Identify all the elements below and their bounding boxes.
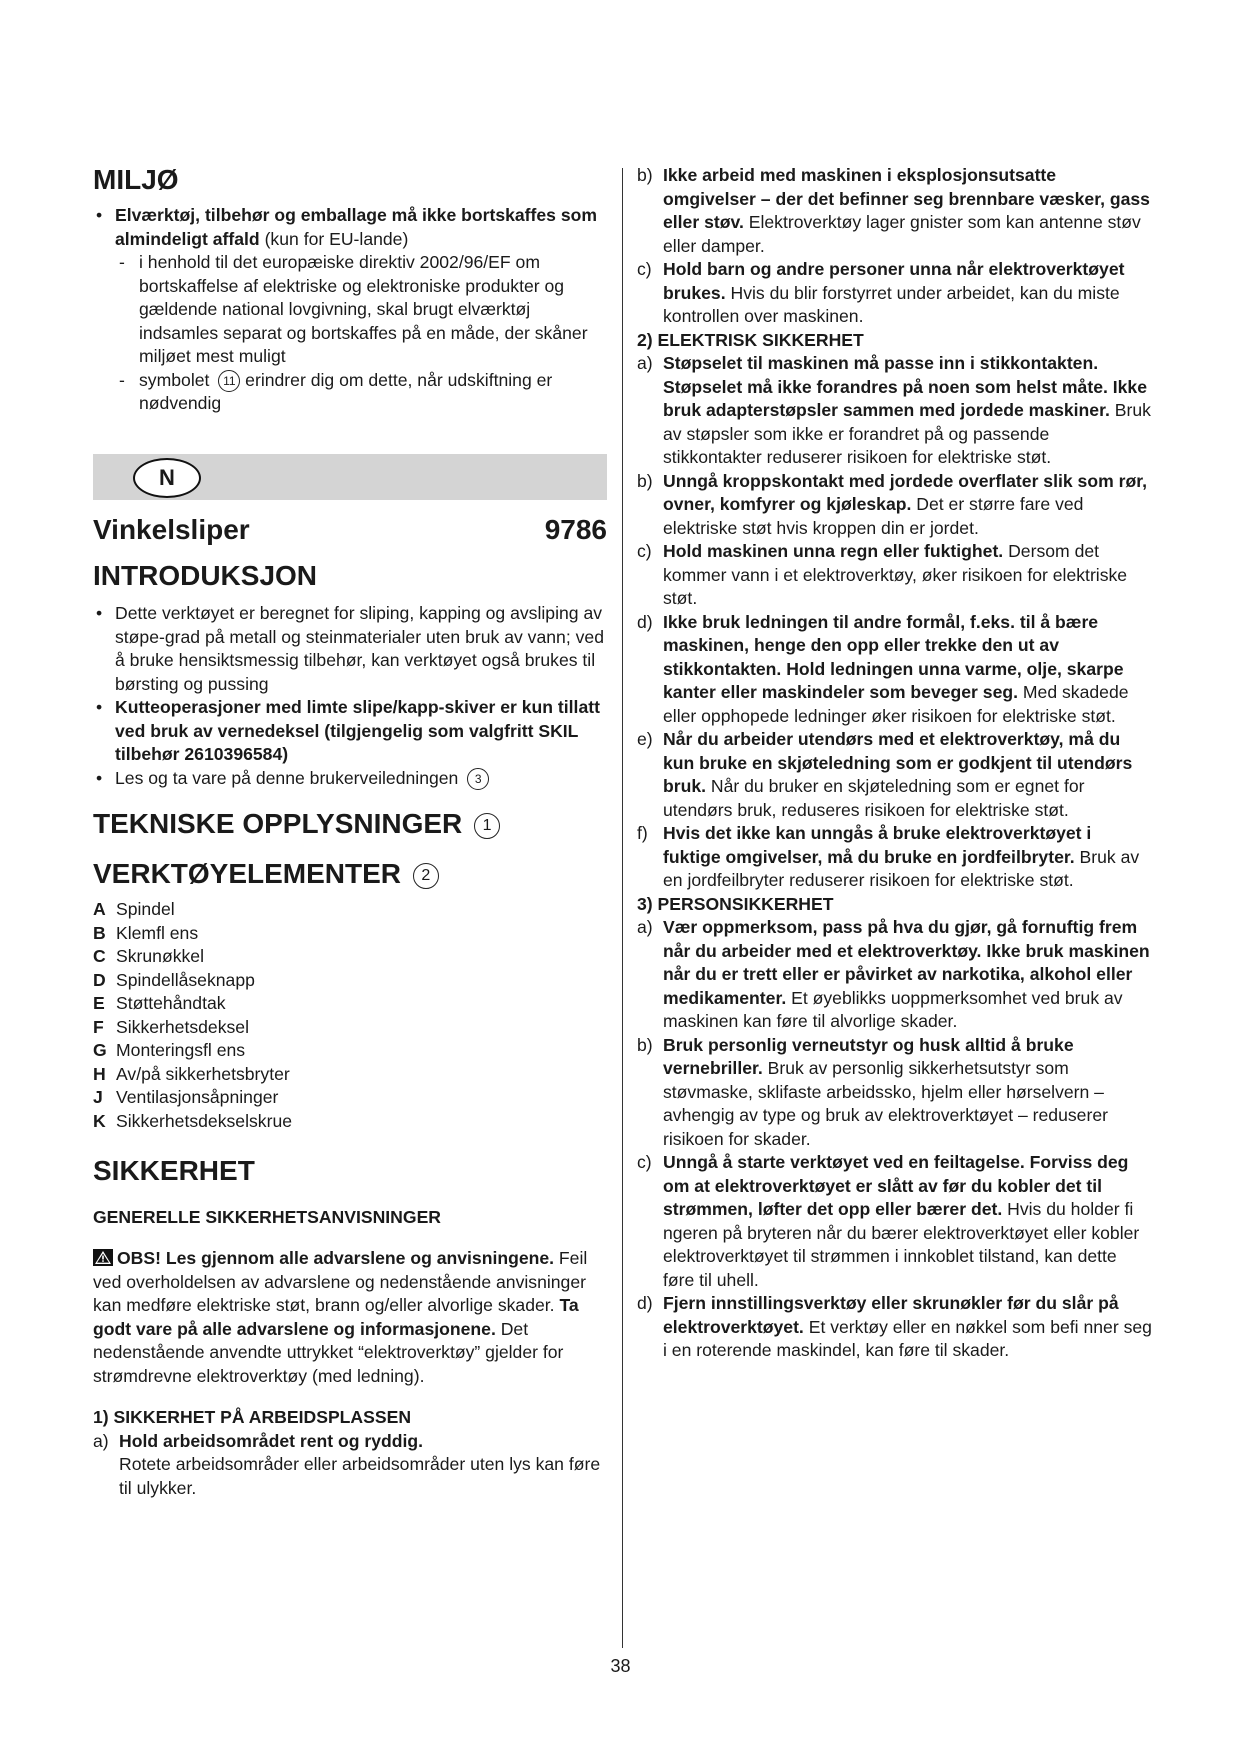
- section-heading: 3) PERSONSIKKERHET: [637, 893, 834, 914]
- safety-item: f) Hvis det ikke kan unngås å bruke elektroverktøyet i fuktige omgivelser, må du bruke en jordfeilbryter. Bruk av en jordfeilbryter reduserer risikoen for elektriske støt.: [637, 823, 1140, 890]
- list-item: G Monteringsfl ens: [93, 1040, 246, 1061]
- intro-title: INTRODUKSJON: [93, 559, 318, 591]
- safety-item: b) Ikke arbeid med maskinen i eksplosjonsutsatte omgivelser – der det befinner seg brennbare væsker, gass eller støv. Elektroverktøy lager gnister som kan antenne støv eller damper.: [637, 165, 1150, 256]
- safety-item: c) Hold maskinen unna regn eller fuktighet. Dersom det kommer vann i et elektroverktøy, øker risikoen for elektriske støt.: [637, 541, 1128, 608]
- intro-bullet-3: • Les og ta vare på denne brukerveiledningen 3: [93, 767, 607, 791]
- safety-item: b) Unngå kroppskontakt med jordede overflater slik som rør, ovner, komfyrer og kjøleskap. Det er større fare ved elektriske støt hvis kroppen din er jordet.: [637, 470, 1147, 538]
- section-1a: a) Hold arbeidsområdet rent og ryddig. Rotete arbeidsområder eller arbeidsområder uten lys kan føre til ulykker.: [93, 1430, 601, 1498]
- warning-paragraph: OBS! Les gjennom alle advarslene og anvisningene. Feil ved overholdelsen av advarslene og nedenstående anvisninger kan medføre elektriske støt, brann og/eller alvorlige skader. Ta godt vare på alle advarslene og informasjonene. Det nedenstående anvendte uttrykket “elektroverktøy” gjelder for strømdrevne elektroverktøy (med ledning).: [93, 1248, 588, 1386]
- list-item: F Sikkerhetsdeksel: [93, 1016, 249, 1037]
- product-header: [93, 514, 607, 546]
- list-item: C Skrunøkkel: [93, 946, 204, 967]
- section-heading: 2) ELEKTRISK SIKKERHET: [637, 329, 864, 350]
- safety-title: SIKKERHET: [93, 1155, 255, 1187]
- elements-title: VERKTØYELEMENTER 2: [93, 858, 607, 890]
- column-divider: [622, 168, 623, 1648]
- safety-item: e) Når du arbeider utendørs med et elektroverktøy, må du kun bruke en skjøteledning som er godkjent til utendørs bruk. Når du bruker en skjøteledning som er egnet for utendørs bruk, reduseres risikoen for elektriske støt.: [637, 729, 1133, 820]
- list-item: K Sikkerhetsdekselskrue: [93, 1110, 293, 1131]
- safety-item: c) Hold barn og andre personer unna når elektroverktøyet brukes. Hvis du blir forstyrret under arbeidet, kan du miste kontrollen over maskinen.: [637, 259, 1125, 326]
- page-number: 38: [610, 1656, 631, 1676]
- list-item: J Ventilasjonsåpninger: [93, 1087, 279, 1108]
- safety-item: b) Bruk personlig verneutstyr og husk alltid å bruke vernebriller. Bruk av personlig sikkerhetsutstyr som støvmaske, sklifaste arbeidssko, hjelm eller hørselvern – avhengig av type og bruk av elektroverktøyet – reduserer risikoen for skader.: [637, 1034, 1108, 1149]
- right-column: [637, 164, 1152, 1363]
- miljo-title: MILJØ: [93, 164, 179, 195]
- intro-bullet-1: • Dette verktøyet er beregnet for sliping, kapping og avsliping av støpe-grad på metall og steinmaterialer uten bruk av vann; ved å bruke hensiktsmessig tilbehør, kan verktøyet også brukes til børsting og pussing: [93, 602, 607, 696]
- tech-title: TEKNISKE OPPLYSNINGER 1: [93, 808, 607, 840]
- left-column: [93, 164, 607, 1500]
- product-name: Vinkelsliper: [93, 513, 250, 545]
- safety-item: c) Unngå å starte verktøyet ved en feiltagelse. Forviss deg om at elektroverktøyet er slått av før du kobler det til strømmen, løfter det opp eller bærer det. Hvis du holder fi ngeren på bryteren når du bærer elektroverktøyet eller kobler elektroverktøyet til strømmen i innkoblet tilstand, kan dette føre til uhell.: [637, 1152, 1140, 1290]
- recycle-symbol-ref: 11: [218, 370, 240, 392]
- list-item: E Støttehåndtak: [93, 993, 226, 1014]
- miljo-dash-1: - i henhold til det europæiske direktiv 2002/96/EF om bortskaffelse af elektriske og elektroniske produkter og gældende national lovgivning, skal brugt elværktøj indsamles separat og bortskaffes på en måde, der skåner miljøet mest muligt: [119, 252, 588, 367]
- product-number: 9786: [544, 513, 607, 545]
- miljo-dash-2: - symbolet 11 erindrer dig om dette, når udskiftning er nødvendig: [119, 369, 553, 414]
- safety-subtitle: GENERELLE SIKKERHETSANVISNINGER: [93, 1206, 442, 1227]
- safety-item: a) Støpselet til maskinen må passe inn i stikkontakten. Støpselet må ikke forandres på noen som helst måte. Ikke bruk adapterstøpsler sammen med jordede maskiner. Bruk av støpsler som ikke er forandret på og passende stikkontakter reduserer risikoen for elektriske støt.: [637, 353, 1151, 467]
- safety-item: d) Ikke bruk ledningen til andre formål, f.eks. til å bære maskinen, henge den opp eller trekke den ut av stikkontakten. Hold ledningen unna varme, olje, skarpe kanter eller maskindeler som beveger seg. Med skadede eller opphopede ledninger øker risikoen for elektriske støt.: [637, 611, 1129, 726]
- country-bar: [93, 454, 607, 500]
- section-1-title: 1) SIKKERHET PÅ ARBEIDSPLASSEN: [93, 1407, 412, 1428]
- list-item: H Av/på sikkerhetsbryter: [93, 1063, 290, 1084]
- parts-list: [93, 898, 607, 1133]
- miljo-bullet: • Elværktøj, tilbehør og emballage må ikke bortskaffes som almindeligt affald (kun for EU-lande): [93, 204, 607, 251]
- safety-item: a) Vær oppmerksom, pass på hva du gjør, gå fornuftig frem når du arbeider med et elektroverktøy. Ikke bruk maskinen når du er trett eller er påvirket av narkotika, alkohol eller medikamenter. Et øyeblikks uoppmerksomhet ved bruk av maskinen kan føre til alvorlige skader.: [637, 917, 1150, 1031]
- intro-bullet-2: • Kutteoperasjoner med limte slipe/kapp-skiver er kun tillatt ved bruk av vernedeksel (tilgjengelig som valgfritt SKIL tilbehør 2610396584): [93, 696, 607, 767]
- list-item: B Klemfl ens: [93, 922, 199, 943]
- list-item: A Spindel: [93, 899, 175, 920]
- list-item: D Spindellåseknapp: [93, 969, 255, 990]
- warning-icon: [93, 1249, 113, 1266]
- safety-item: d) Fjern innstillingsverktøy eller skrunøkler før du slår på elektroverktøyet. Et verktøy eller en nøkkel som befi nner seg i en roterende maskindel, kan føre til skader.: [637, 1293, 1152, 1360]
- country-badge: N: [133, 458, 201, 498]
